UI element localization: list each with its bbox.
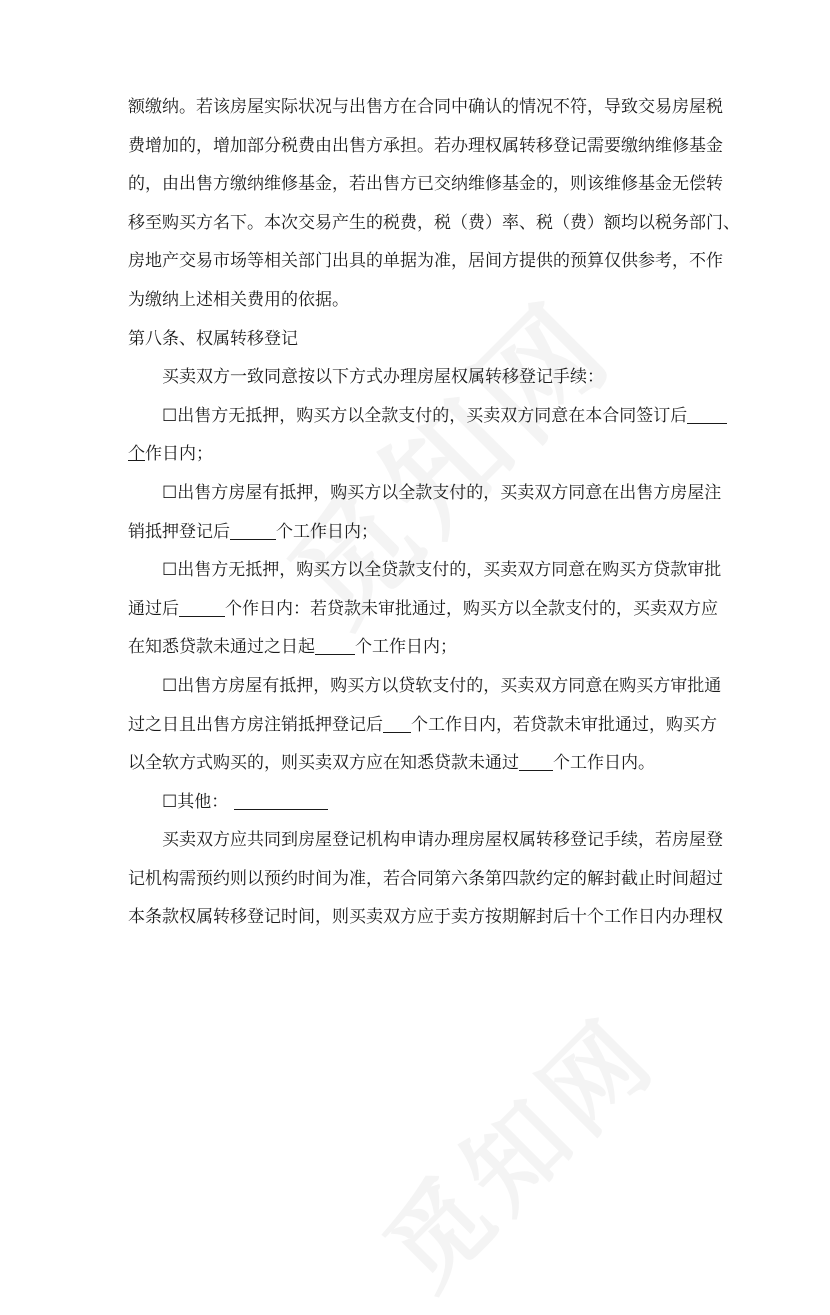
paragraph-line: 买卖双方应共同到房屋登记机构申请办理房屋权属转移登记手续，若房屋登 — [162, 830, 723, 851]
option-line — [128, 435, 713, 474]
paragraph-line: 本条款权属转移登记时间，则买卖双方应于卖方按期解封后十个工作日内办理权 — [128, 907, 723, 928]
option-text: 以全软方式购买的，则买卖双方应在知悉贷款未通过 — [128, 753, 519, 774]
option-line: ☐出售方无抵押，购买方以全贷款支付的，买卖双方同意在购买方贷款审批 — [162, 560, 722, 581]
option-text: 作日内； — [145, 444, 213, 465]
option-line — [128, 783, 713, 822]
option-text: 个工作日内，若贷款未审批通过，购买方 — [411, 714, 717, 735]
option-text: 个作日内：若贷款未审批通过，购买方以全款支付的，买卖双方应 — [225, 598, 718, 619]
intro-line: 买卖双方一致同意按以下方式办理房屋权属转移登记手续： — [162, 367, 604, 388]
option-text: 个工作日内。 — [553, 753, 655, 774]
option-text: 通过后 — [128, 598, 179, 619]
paragraph-line: 费增加的，增加部分税费由出售方承担。若办理权属转移登记需要缴纳维修基金 — [128, 135, 723, 156]
option-text: 在知悉贷款未通过之日起 — [128, 637, 315, 658]
option-line — [128, 706, 717, 745]
article-heading: 第八条、权属转移登记 — [128, 328, 298, 349]
fill-blank[interactable] — [234, 789, 328, 810]
option-line — [128, 513, 713, 552]
paragraph-line: 房地产交易市场等相关部门出具的单据为准，居间方提供的预算仅供参考，不作 — [128, 251, 723, 272]
fill-blank[interactable] — [383, 712, 411, 733]
paragraph-line: 移至购买方名下。本次交易产生的税费，税（费）率、税（费）额均以税务部门、 — [128, 212, 740, 233]
option-line — [128, 628, 713, 667]
option-line: ☐出售方房屋有抵押，购买方以全款支付的，买卖双方同意在出售方房屋注 — [162, 482, 722, 503]
option-line — [128, 590, 718, 629]
option-line — [128, 744, 713, 783]
fill-blank[interactable] — [687, 403, 727, 424]
fill-blank[interactable] — [315, 634, 355, 655]
option-text: 过之日且出售方房注销抵押登记后 — [128, 714, 383, 735]
option-text: 销抵押登记后 — [128, 521, 230, 542]
paragraph-line: 额缴纳。若该房屋实际状况与出售方在合同中确认的情况不符，导致交易房屋税 — [128, 97, 723, 117]
fill-blank[interactable] — [519, 750, 553, 771]
option-text: ☐其他： — [162, 791, 229, 812]
paragraph-line: 的，由出售方缴纳维修基金，若出售方已交纳维修基金的，则该维修基金无偿转 — [128, 174, 723, 195]
watermark — [347, 979, 682, 1314]
document-body — [128, 88, 740, 937]
option-line: ☐出售方房屋有抵押，购买方以贷软支付的，买卖双方同意在购买方审批通 — [162, 675, 722, 696]
option-text: 个 — [128, 444, 145, 465]
fill-blank[interactable] — [230, 519, 276, 540]
option-text: 个工作日内； — [276, 521, 378, 542]
fill-blank[interactable] — [179, 596, 225, 617]
option-text: 个工作日内； — [355, 637, 457, 658]
paragraph-line: 为缴纳上述相关费用的依据。 — [128, 289, 349, 310]
paragraph-line: 记机构需预约则以预约时间为准，若合同第六条第四款约定的解封截止时间超过 — [128, 868, 723, 889]
option-text: ☐出售方无抵押，购买方以全款支付的，买卖双方同意在本合同签订后 — [162, 405, 688, 426]
option-line — [128, 397, 713, 436]
